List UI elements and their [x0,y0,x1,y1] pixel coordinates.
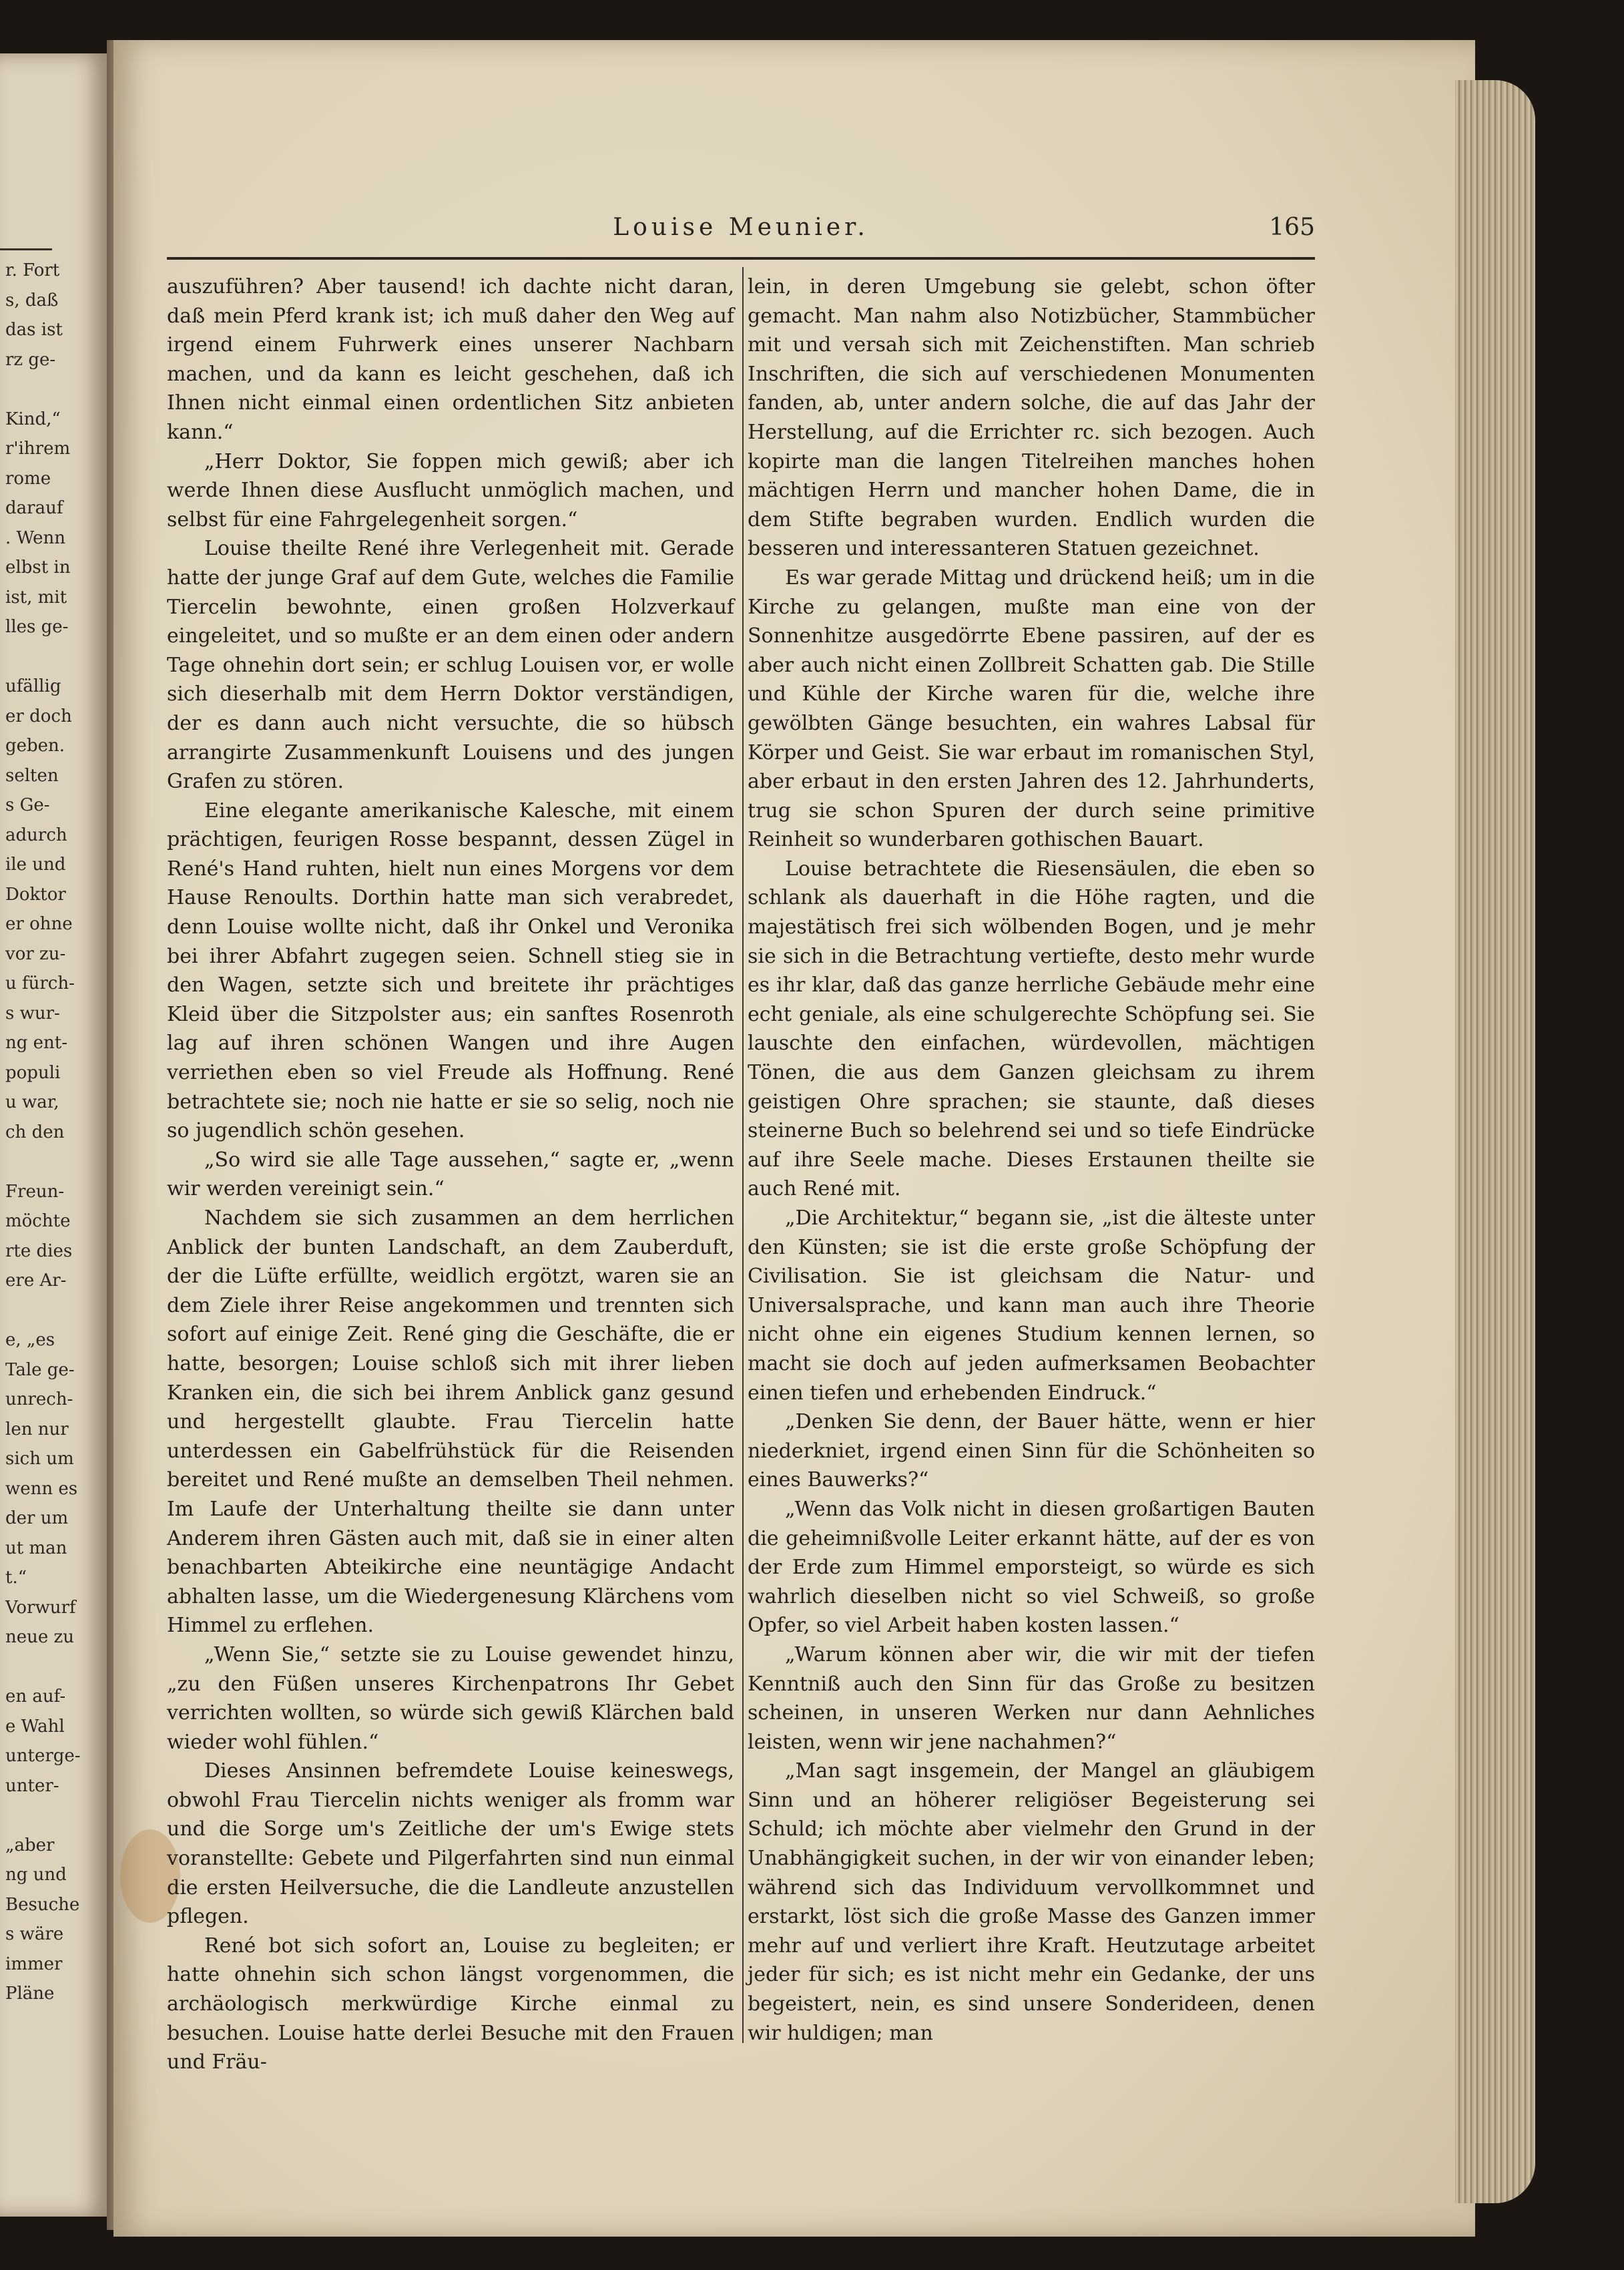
margin-fragment: unrech- [5,1389,73,1409]
page-number: 165 [1269,214,1315,241]
margin-fragment: r'ihrem [5,439,71,459]
margin-fragment: ng ent- [5,1033,68,1053]
margin-fragment: er doch [5,706,72,726]
paragraph: „Warum können aber wir, die wir mit der tiefen Kenntniß auch den Sinn für das Große zu besitzen scheinen, in unseren Werken nur dann Aehnliches leisten, wenn wir jene nachahmen?“ [748,1642,1315,1754]
facing-page [0,53,107,2217]
page-edges [1455,80,1535,2203]
margin-fragment: en auf- [5,1686,66,1707]
margin-fragment: er ohne [5,914,73,934]
margin-fragment: selten [5,765,59,786]
text-column-right [742,272,1315,2048]
facing-page-rule [0,248,52,250]
paragraph: „Die Architektur,“ begann sie, „ist die älteste unter den Künsten; sie ist die erste große Schöpfung der Civilisation. Sie ist gleichsam die Natur- und Universalsprache, und kann man auch ihre Theorie nicht ohne ein eigenes Studium kennen lernen, so macht sie doch auf jeden aufmerksamen Beobachter einen tiefen und erhebenden Eindruck.“ [748,1206,1315,1405]
running-header [167,214,1315,254]
margin-fragment: Doktor [5,884,66,905]
margin-fragment: len nur [5,1419,69,1439]
paragraph: „Wenn das Volk nicht in diesen großartigen Bauten die geheimnißvolle Leiter erkannt hätte, auf der es von der Erde zum Himmel emporsteigt, so würde es sich wahrlich dieselben nicht so viel Schweiß, so große Opfer, so viel Arbeit haben kosten lassen.“ [748,1497,1315,1638]
margin-fragment: Tale ge- [5,1359,75,1380]
header-rule [167,257,1315,260]
margin-fragment: immer [5,1954,63,1974]
paragraph: Louise theilte René ihre Verlegenheit mit. Gerade hatte der junge Graf auf dem Gute, welches die Familie Tiercelin bewohnte, einen großen Holzverkauf eingeleitet, und so mußte er an dem einen oder andern Tage ohnehin dort sein; er schlug Louisen vor, er wolle sich dieserhalb mit dem Herrn Doktor verständigen, der es dann auch nicht versuchte, die so hübsch arrangirte Zusammenkunft Louisens und des jungen Grafen zu stören. [167,537,734,794]
margin-fragment: lles ge- [5,617,69,637]
margin-fragment: ere Ar- [5,1271,67,1291]
margin-fragment: unter- [5,1775,59,1796]
margin-fragment: der um [5,1508,69,1528]
margin-fragment: unterge- [5,1746,81,1766]
margin-fragment: elbst in [5,557,71,578]
running-title: Louise Meunier. [613,214,869,241]
margin-fragment: Vorwurf [5,1597,76,1618]
margin-fragment: vor zu- [5,943,66,964]
margin-fragment: Pläne [5,1984,55,2004]
margin-fragment: wenn es [5,1478,78,1499]
paragraph: René bot sich sofort an, Louise zu begleiten; er hatte ohnehin sich schon längst vorgenommen, die archäologisch merkwürdige Kirche einmal zu besuchen. Louise hatte derlei Besuche mit den Frauen und Fräu- [167,1934,734,2074]
paragraph: „Herr Doktor, Sie foppen mich gewiß; aber ich werde Ihnen diese Ausflucht unmöglich machen, und selbst für eine Fahrgelegenheit sorgen.“ [167,449,734,531]
margin-fragment: e, „es [5,1330,55,1350]
paragraph: „Denken Sie denn, der Bauer hätte, wenn er hier niederkniet, irgend einen Sinn für die Schönheiten so eines Bauwerks?“ [748,1410,1315,1492]
margin-fragment: populi [5,1062,61,1083]
margin-fragment: t.“ [5,1568,27,1588]
paragraph: lein, in deren Umgebung sie gelebt, schon öfter gemacht. Man nahm also Notizbücher, Stammbücher mit und versah sich mit Zeichenstiften. Man schrieb Inschriften, die sich auf verschiedenen Monumenten fanden, ab, unter andern solche, die auf das Jahr der Herstellung, auf die Errichter rc. sich bezogen. Auch kopirte man die langen Titelreihen manches hohen mächtigen Herrn und mancher hohen Dame, die in dem Stifte begraben wurden. Endlich wurden die besseren und interessanteren Statuen gezeichnet. [748,275,1315,561]
margin-fragment: möchte [5,1211,71,1231]
paragraph: Nachdem sie sich zusammen an dem herrlichen Anblick der bunten Landschaft, an dem Zauberduft, der die Lüfte erfüllte, weidlich ergötzt, waren sie an dem Ziele ihrer Reise angekommen und trennten sich sofort auf einige Zeit. René ging die Geschäfte, die er hatte, besorgen; Louise schloß sich mit ihrer lieben Kranken ein, die sich bei ihrem Anblick ganz gesund und hergestellt glaubte. Frau Tiercelin hatte unterdessen ein Gabelfrühstück für die Reisenden bereitet und René mußte an demselben Theil nehmen. Im Laufe der Unterhaltung theilte sie dann unter Anderem ihren Gästen auch mit, daß sie in einer alten benachbarten Abteikirche eine neuntägige Andacht abhalten lasse, um die Wiedergenesung Klärchens vom Himmel zu erflehen. [167,1206,734,1638]
margin-fragment: rte dies [5,1240,73,1261]
margin-fragment: Freun- [5,1181,65,1202]
margin-fragment: s wäre [5,1924,64,1944]
margin-fragment: u fürch- [5,973,75,993]
margin-fragment: geben. [5,736,65,756]
margin-fragment: Besuche [5,1894,80,1915]
margin-fragment: „aber [5,1835,55,1855]
paragraph: Dieses Ansinnen befremdete Louise keineswegs, obwohl Frau Tiercelin nichts weniger als fromm war und die Sorge um's Zeitliche der um's Ewige stets voranstellte: Gebete und Pilgerfahrten sind nun einmal die ersten Heilversuche, die die Landleute anzustellen pflegen. [167,1759,734,1929]
margin-fragment: s, daß [5,290,59,310]
paragraph: Eine elegante amerikanische Kalesche, mit einem prächtigen, feurigen Rosse bespannt, dessen Zügel in René's Hand ruhten, hielt nun eines Morgens vor dem Hause Renoults. Dorthin hatte man sich verabredet, denn Louise wollte nicht, daß ihr Onkel und Veronika bei ihrer Abfahrt zugegen seien. Schnell stieg sie in den Wagen, setzte sich und breitete ihr prächtiges Kleid über die Sitzpolster aus; ein sanftes Rosenroth lag auf ihren schönen Wangen und ihre Augen verriethen eben so viel Freude als Hoffnung. René betrachtete sie; noch nie hatte er sie so selig, noch nie so jugendlich schön gesehen. [167,799,734,1143]
margin-fragment: ch den [5,1122,65,1142]
paragraph: „Man sagt insgemein, der Mangel an gläubigem Sinn und an höherer religiöser Begeisterung sei Schuld; ich möchte aber vielmehr den Grund in der Unabhängigkeit suchen, in der wir von einander leben; während sich das Individuum vervollkommnet und erstarkt, löst sich die große Masse des Ganzen immer mehr auf und verliert ihre Kraft. Heutzutage arbeitet jeder für sich; es ist nicht mehr ein Gedanke, der uns begeistert, nein, es sind unsere Sonderideen, denen wir huldigen; man [748,1759,1315,2045]
margin-fragment: ufällig [5,676,61,696]
paragraph: auszuführen? Aber tausend! ich dachte nicht daran, daß mein Pferd krank ist; ich muß daher den Weg auf irgend einem Fuhrwerk eines unserer Nachbarn machen, und da kann es leicht geschehen, daß ich Ihnen nicht einmal einen ordentlichen Sitz anbieten kann.“ [167,275,734,444]
margin-fragment: Kind,“ [5,409,61,429]
paragraph: Es war gerade Mittag und drückend heiß; um in die Kirche zu gelangen, mußte man eine von der Sonnenhitze ausgedörrte Ebene passiren, auf der es aber auch nicht einen Zollbreit Schatten gab. Die Stille und Kühle der Kirche waren für die, welche ihre gewölbten Gänge besuchten, ein wahres Labsal für Körper und Geist. Sie war erbaut im romanischen Styl, aber erbaut in den ersten Jahren des 12. Jahrhunderts, trug sie schon Spuren der durch seine primitive Reinheit so wunderbaren gothischen Bauart. [748,565,1315,852]
text-column-left [167,272,734,2077]
margin-fragment: das ist [5,320,63,340]
margin-fragment: rz ge- [5,349,56,370]
margin-fragment: ut man [5,1538,67,1558]
margin-fragment: neue zu [5,1627,74,1647]
margin-fragment: ist, mit [5,587,67,608]
paragraph: „So wird sie alle Tage aussehen,“ sagte er, „wenn wir werden vereinigt sein.“ [167,1148,734,1201]
margin-fragment: adurch [5,825,67,845]
margin-fragment: s wur- [5,1003,60,1024]
margin-fragment: . Wenn [5,527,66,548]
paragraph: „Wenn Sie,“ setzte sie zu Louise gewendet hinzu, „zu den Füßen unseres Kirchenpatrons Ihr Gebet verrichten wollten, so würde sich gewiß Klärchen bald wieder wohl fühlen.“ [167,1642,734,1754]
margin-fragment: s Ge- [5,795,50,815]
margin-fragment: darauf [5,498,63,518]
margin-fragment: ng und [5,1865,67,1885]
paragraph: Louise betrachtete die Riesensäulen, die eben so schlank als dauerhaft in die Höhe ragten, und die majestätisch frei sich wölbenden Bogen, und je mehr sie sich in die Betrachtung vertiefte, desto mehr wurde es ihr klar, daß das ganze herrliche Gebäude mehr eine echt geniale, als eine schulgerechte Schöpfung sei. Sie lauschte den einfachen, würdevollen, mächtigen Tönen, die aus dem Ganzen gleichsam zu ihrem geistigen Ohre sprachen; sie staunte, daß dieses steinerne Buch so belehrend sei und so tiefe Eindrücke auf ihre Seele mache. Dieses Erstaunen theilte sie auch René mit. [748,857,1315,1201]
margin-fragment: sich um [5,1449,74,1469]
margin-fragment: e Wahl [5,1716,65,1737]
margin-fragment: r. Fort [5,260,60,280]
margin-fragment: ile und [5,855,66,875]
margin-fragment: rome [5,468,51,489]
margin-fragment: u war, [5,1092,59,1112]
